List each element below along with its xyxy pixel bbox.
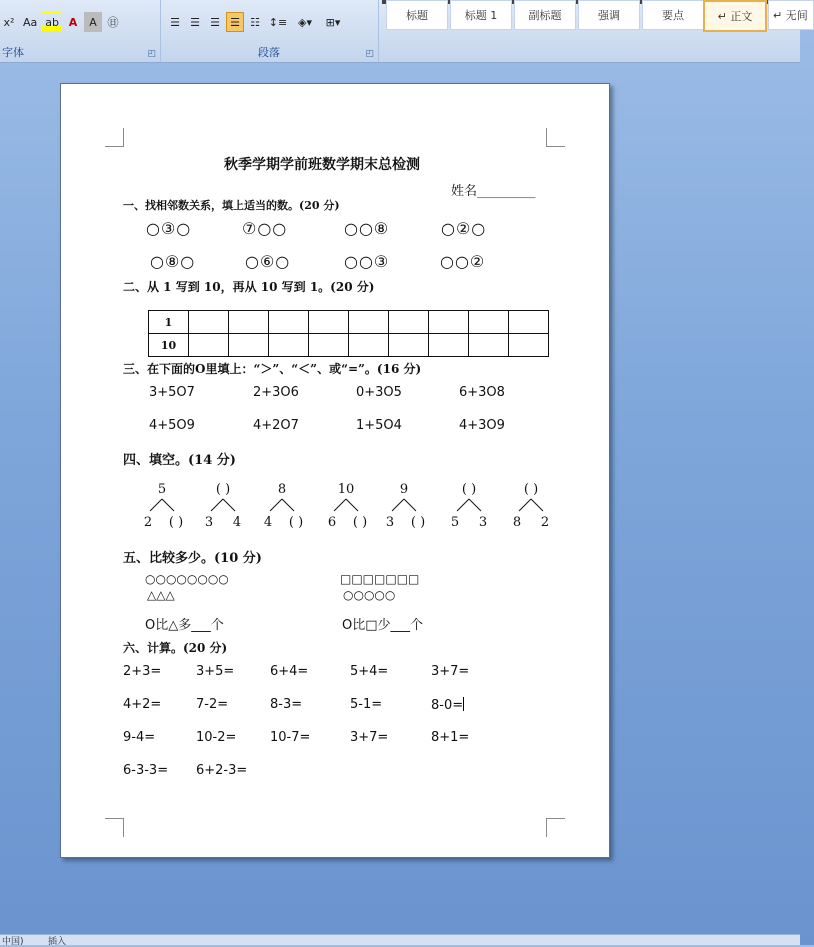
calc-item: 4+2=	[123, 697, 162, 712]
grid-cell-start: 10	[149, 334, 189, 357]
borders-icon[interactable]: ⊞▾	[325, 15, 341, 29]
s1-item: ○○⑧	[344, 219, 390, 238]
font-toolbar	[0, 12, 122, 32]
compare-item: 4+3O9	[459, 418, 505, 433]
s1-item: ○⑧○	[150, 252, 196, 271]
section-6-heading: 六、计算。(20 分)	[123, 641, 228, 655]
enclose-characters-button[interactable]: ㊐	[107, 16, 119, 29]
number-bond-left: 6	[327, 515, 337, 530]
section-3-heading: 三、在下面的O里填上：“＞”、“＜”、或“=”。(16 分)	[123, 362, 422, 376]
number-bond-left: 4	[263, 515, 273, 530]
highlight-button[interactable]: ab	[42, 12, 62, 32]
calc-item: 2+3=	[123, 664, 162, 679]
grid-cell[interactable]	[429, 334, 469, 357]
number-bond-top: ( )	[523, 482, 539, 497]
number-bond-right: ( )	[168, 515, 184, 530]
grid-cell[interactable]	[389, 311, 429, 334]
number-bond	[321, 482, 371, 530]
style-subtitle[interactable]: 副标题	[514, 0, 576, 30]
grid-cell[interactable]	[269, 334, 309, 357]
font-group-label: 字体	[2, 46, 24, 59]
number-bond	[137, 482, 187, 530]
calc-item: 7-2=	[196, 697, 229, 712]
grid-cell[interactable]	[349, 311, 389, 334]
number-bond-right: ( )	[352, 515, 368, 530]
number-bond-top: 10	[337, 482, 355, 497]
shading-icon[interactable]: ◈▾	[298, 15, 312, 29]
line-spacing-icon[interactable]: ↕≡	[268, 15, 288, 29]
compare-item: 2+3O6	[253, 385, 299, 400]
margin-mark-top-left	[105, 128, 124, 147]
grid-cell-start: 1	[149, 311, 189, 334]
s5-question-left: O比△多___个	[145, 618, 224, 633]
number-writing-grid	[148, 310, 549, 357]
margin-mark-top-right	[546, 128, 565, 147]
number-bond-right: ( )	[410, 515, 426, 530]
number-bond-left: 5	[450, 515, 460, 530]
grid-cell[interactable]	[469, 311, 509, 334]
calc-item: 6-3-3=	[123, 763, 169, 778]
align-center-icon[interactable]: ☰	[190, 15, 200, 29]
grid-cell[interactable]	[229, 334, 269, 357]
style-strong[interactable]: 要点	[642, 0, 704, 30]
s5-triangles-row: △△△	[147, 588, 175, 602]
number-bond-top: 9	[399, 482, 409, 497]
number-bond-branches	[257, 498, 307, 514]
s1-item: ○③○	[146, 219, 192, 238]
number-bond-left: 2	[143, 515, 153, 530]
style-emphasis[interactable]: 强调	[578, 0, 640, 30]
grid-cell[interactable]	[309, 311, 349, 334]
grid-cell[interactable]	[229, 311, 269, 334]
grid-cell[interactable]	[469, 334, 509, 357]
align-left-icon[interactable]: ☰	[170, 15, 180, 29]
style-normal[interactable]: ↵ 正文	[703, 0, 767, 32]
document-page[interactable]	[60, 83, 610, 858]
paragraph-toolbar	[166, 12, 346, 32]
change-case-button[interactable]: Aa	[23, 15, 38, 29]
number-bond-branches	[506, 498, 556, 514]
calc-item: 3+7=	[431, 664, 470, 679]
compare-item: 4+2O7	[253, 418, 299, 433]
style-heading-1[interactable]: 标题 1	[450, 0, 512, 30]
name-field-label: 姓名_________	[451, 184, 536, 199]
calc-item: 6+4=	[270, 664, 309, 679]
calc-item: 3+5=	[196, 664, 235, 679]
number-bond-right: 3	[478, 515, 488, 530]
paragraph-group	[160, 0, 379, 62]
number-bond-right: 2	[540, 515, 550, 530]
s1-item: ⑦○○	[242, 219, 288, 238]
section-1-heading: 一、找相邻数关系，填上适当的数。(20 分)	[123, 199, 340, 212]
font-group	[0, 0, 161, 62]
number-bond-left: 3	[204, 515, 214, 530]
compare-item: 3+5O7	[149, 385, 195, 400]
number-bond-branches	[198, 498, 248, 514]
grid-cell[interactable]	[189, 334, 229, 357]
s1-item: ○②○	[441, 219, 487, 238]
s1-item: ○○②	[440, 252, 486, 271]
grid-cell[interactable]	[389, 334, 429, 357]
section-2-heading: 二、从 1 写到 10，再从 10 写到 1。(20 分)	[123, 280, 375, 294]
ribbon	[0, 0, 808, 63]
calc-item: 5-1=	[350, 697, 383, 712]
grid-cell[interactable]	[509, 311, 549, 334]
number-bond-top: ( )	[215, 482, 231, 497]
s5-circles-row: ○○○○○○○○	[145, 572, 229, 586]
margin-mark-bottom-left	[105, 818, 124, 837]
section-4-heading: 四、填空。(14 分)	[123, 453, 236, 468]
number-bond-branches	[379, 498, 429, 514]
calc-item: 9-4=	[123, 730, 156, 745]
calc-item: 3+7=	[350, 730, 389, 745]
calc-item: 8-3=	[270, 697, 303, 712]
number-bond-right: ( )	[288, 515, 304, 530]
grid-cell[interactable]	[189, 311, 229, 334]
status-insert-mode[interactable]: 插入	[48, 937, 67, 947]
paragraph-group-label: 段落	[258, 46, 280, 59]
section-5-heading: 五、比较多少。(10 分)	[123, 551, 262, 566]
font-dialog-launcher-icon[interactable]: ◰	[147, 49, 156, 59]
font-color-button[interactable]: A	[68, 15, 78, 29]
calc-item: 10-2=	[196, 730, 237, 745]
number-bond-branches	[444, 498, 494, 514]
character-shading-button[interactable]: A	[84, 12, 102, 32]
number-bond-left: 8	[512, 515, 522, 530]
justify-icon[interactable]: ☰	[226, 12, 244, 32]
number-bond	[506, 482, 556, 530]
document-title: 秋季学期学前班数学期末总检测	[224, 157, 420, 173]
superscript-button[interactable]: x²	[3, 15, 15, 29]
calc-item: 10-7=	[270, 730, 311, 745]
number-bond-top: ( )	[461, 482, 477, 497]
distribute-icon[interactable]: ☷	[250, 15, 260, 29]
calc-item-text: 8-0=	[431, 698, 464, 713]
grid-cell[interactable]	[429, 311, 469, 334]
align-right-icon[interactable]: ☰	[210, 15, 220, 29]
paragraph-dialog-launcher-icon[interactable]: ◰	[365, 49, 374, 59]
margin-mark-bottom-right	[546, 818, 565, 837]
calc-item: 8+1=	[431, 730, 470, 745]
s1-item: ○○③	[344, 252, 390, 271]
calc-item: 5+4=	[350, 664, 389, 679]
number-bond	[198, 482, 248, 530]
compare-item: 1+5O4	[356, 418, 402, 433]
style-no-spacing[interactable]: ↵ 无间	[768, 0, 814, 30]
number-bond-top: 5	[157, 482, 167, 497]
number-bond-top: 8	[277, 482, 287, 497]
s1-item: ○⑥○	[245, 252, 291, 271]
calc-item-with-cursor[interactable]	[431, 697, 464, 713]
grid-cell[interactable]	[309, 334, 349, 357]
s5-question-right: O比□少___个	[342, 618, 424, 633]
grid-cell[interactable]	[349, 334, 389, 357]
calc-item: 6+2-3=	[196, 763, 248, 778]
style-heading[interactable]: 标题	[386, 0, 448, 30]
compare-item: 6+3O8	[459, 385, 505, 400]
status-language[interactable]: 中国)	[2, 937, 24, 947]
number-bond-branches	[137, 498, 187, 514]
number-bond	[444, 482, 494, 530]
number-bond-branches	[321, 498, 371, 514]
status-bar	[0, 934, 800, 945]
number-bond-right: 4	[232, 515, 242, 530]
grid-cell[interactable]	[509, 334, 549, 357]
s5-circles-row-2: ○○○○○	[343, 588, 396, 602]
compare-item: 4+5O9	[149, 418, 195, 433]
number-bond-left: 3	[385, 515, 395, 530]
text-cursor	[463, 697, 464, 711]
grid-cell[interactable]	[269, 311, 309, 334]
compare-item: 0+3O5	[356, 385, 402, 400]
number-bond	[379, 482, 429, 530]
s5-squares-row: □□□□□□□	[340, 572, 420, 586]
number-bond	[257, 482, 307, 530]
